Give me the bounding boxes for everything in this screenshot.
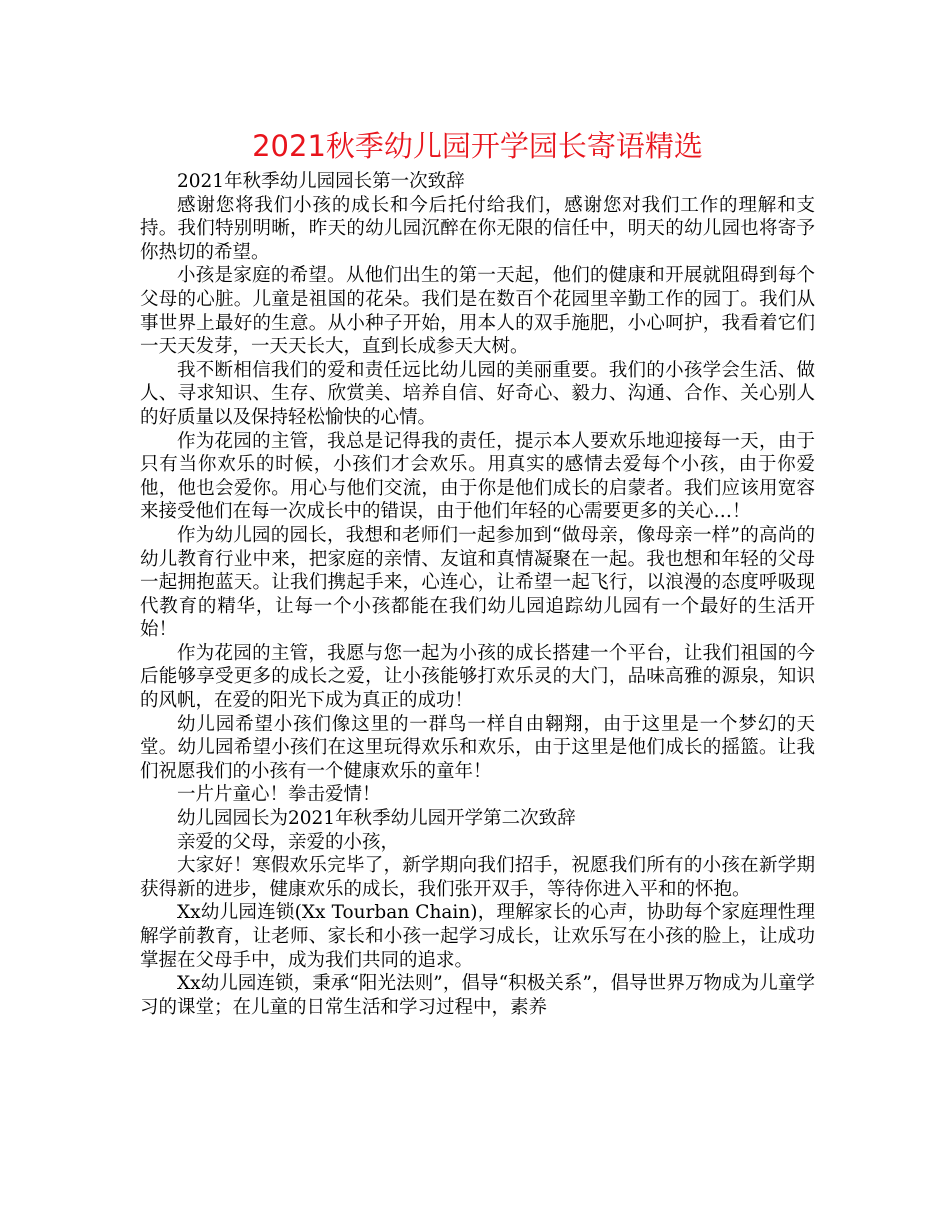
paragraph: 作为花园的主管，我愿与您一起为小孩的成长搭建一个平台，让我们祖国的今后能够享受更多的成长之爱，让小孩能够打欢乐灵的大门，品味高雅的源泉，知识的风帆，在爱的阳光下成为真正的成功！	[140, 642, 815, 712]
paragraph: 小孩是家庭的希望。从他们出生的第一天起，他们的健康和开展就阻碍到每个父母的心脏。儿童是祖国的花朵。我们是在数百个花园里辛勤工作的园丁。我们从事世界上最好的生意。从小种子开始，用本人的双手施肥，小心呵护，我看着它们一天天发芽，一天天长大，直到长成参天大树。	[140, 265, 815, 358]
paragraph: 作为幼儿园的园长，我想和老师们一起参加到“做母亲，像母亲一样”的高尚的幼儿教育行业中来，把家庭的亲情、友谊和真情凝聚在一起。我也想和年轻的父母一起拥抱蓝天。让我们携起手来，心连心，让希望一起飞行，以浪漫的态度呼吸现代教育的精华，让每一个小孩都能在我们幼儿园追踪幼儿园有一个最好的生活开始！	[140, 524, 815, 641]
greeting-line: 亲爱的父母，亲爱的小孩，	[177, 831, 400, 853]
first-speech-heading: 2021年秋季幼儿园园长第一次致辞	[177, 171, 465, 192]
paragraph: 一片片童心！拳击爱情！	[177, 784, 381, 806]
paragraph: 幼儿园希望小孩们像这里的一群鸟一样自由翱翔，由于这里是一个梦幻的天堂。幼儿园希望小孩们在这里玩得欢乐和欢乐，由于这里是他们成长的摇篮。让我们祝愿我们的小孩有一个健康欢乐的童年！	[140, 713, 815, 782]
paragraph: 大家好！寒假欢乐完毕了，新学期向我们招手，祝愿我们所有的小孩在新学期获得新的进步，健康欢乐的成长，我们张开双手，等待你进入平和的怀抱。	[140, 855, 815, 900]
document-title: 2021秋季幼儿园开学园长寄语精选	[252, 129, 703, 163]
paragraph: Xx幼儿园连锁，秉承“阳光法则”，倡导“积极关系”，倡导世界万物成为儿童学习的课堂；在儿童的日常生活和学习过程中，素养	[140, 973, 815, 1018]
paragraph: Xx幼儿园连锁(Xx Tourban Chain)，理解家长的心声，协助每个家庭理性理解学前教育，让老师、家长和小孩一起学习成长，让欢乐写在小孩的脸上，让成功掌握在父母手中，成为我们共同的追求。	[140, 902, 815, 971]
second-speech-heading: 幼儿园园长为2021年秋季幼儿园开学第二次致辞	[177, 808, 576, 830]
document-page	[140, 128, 815, 1019]
paragraph: 作为花园的主管，我总是记得我的责任，提示本人要欢乐地迎接每一天，由于只有当你欢乐的时候，小孩们才会欢乐。用真实的感情去爱每个小孩，由于你爱他，他也会爱你。用心与他们交流，由于你是他们成长的启蒙者。我们应该用宽容来接受他们在每一次成长中的错误，由于他们年轻的心需要更多的关心…！	[140, 430, 815, 523]
paragraph: 感谢您将我们小孩的成长和今后托付给我们，感谢您对我们工作的理解和支持。我们特别明晰，昨天的幼儿园沉醉在你无限的信任中，明天的幼儿园也将寄予你热切的希望。	[140, 194, 815, 263]
paragraph: 我不断相信我们的爱和责任远比幼儿园的美丽重要。我们的小孩学会生活、做人、寻求知识、生存、欣赏美、培养自信、好奇心、毅力、沟通、合作、关心别人的好质量以及保持轻松愉快的心情。	[140, 359, 815, 428]
